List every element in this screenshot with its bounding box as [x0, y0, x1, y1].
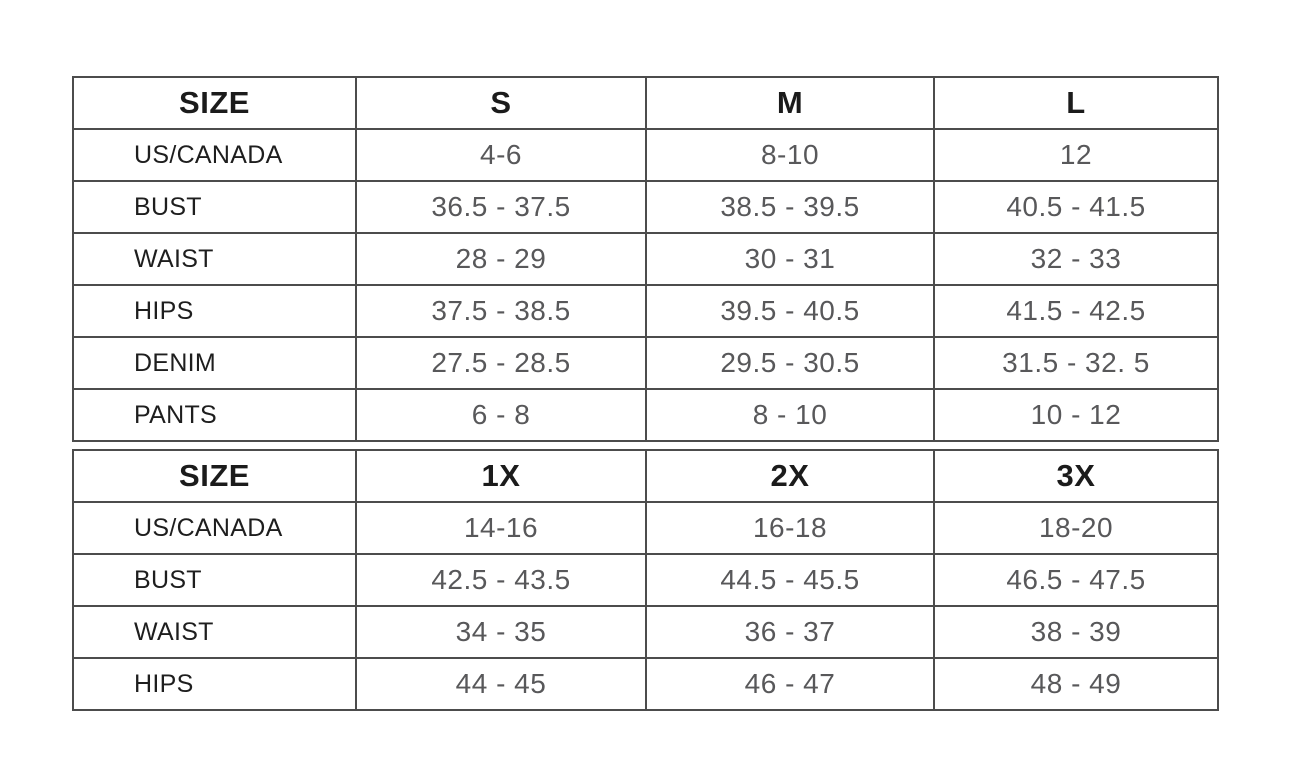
size-column-header: 3X: [934, 450, 1218, 502]
size-column-header: M: [646, 77, 934, 129]
row-label: BUST: [73, 181, 356, 233]
size-value: 10 - 12: [934, 389, 1218, 441]
table-row: [73, 554, 1218, 606]
row-label: WAIST: [73, 233, 356, 285]
size-value: 38.5 - 39.5: [646, 181, 934, 233]
table-row: [73, 337, 1218, 389]
table-row: [73, 285, 1218, 337]
row-label: DENIM: [73, 337, 356, 389]
row-label: BUST: [73, 554, 356, 606]
plus-size-table: [72, 449, 1219, 711]
table-row: [73, 129, 1218, 181]
regular-size-table: [72, 76, 1219, 442]
size-value: 42.5 - 43.5: [356, 554, 646, 606]
header-row: [73, 450, 1218, 502]
size-column-header: S: [356, 77, 646, 129]
size-value: 16-18: [646, 502, 934, 554]
size-value: 39.5 - 40.5: [646, 285, 934, 337]
table-row: [73, 389, 1218, 441]
size-value: 18-20: [934, 502, 1218, 554]
size-value: 32 - 33: [934, 233, 1218, 285]
table-row: [73, 502, 1218, 554]
size-value: 30 - 31: [646, 233, 934, 285]
size-value: 6 - 8: [356, 389, 646, 441]
size-value: 34 - 35: [356, 606, 646, 658]
row-label: HIPS: [73, 285, 356, 337]
size-value: 36 - 37: [646, 606, 934, 658]
size-column-header: 1X: [356, 450, 646, 502]
row-label: PANTS: [73, 389, 356, 441]
size-value: 28 - 29: [356, 233, 646, 285]
row-label: HIPS: [73, 658, 356, 710]
size-header-cell: SIZE: [73, 450, 356, 502]
size-value: 27.5 - 28.5: [356, 337, 646, 389]
size-value: 8 - 10: [646, 389, 934, 441]
size-value: 40.5 - 41.5: [934, 181, 1218, 233]
size-value: 29.5 - 30.5: [646, 337, 934, 389]
size-column-header: L: [934, 77, 1218, 129]
size-value: 8-10: [646, 129, 934, 181]
table-row: [73, 606, 1218, 658]
size-value: 31.5 - 32. 5: [934, 337, 1218, 389]
size-value: 48 - 49: [934, 658, 1218, 710]
size-value: 41.5 - 42.5: [934, 285, 1218, 337]
size-value: 37.5 - 38.5: [356, 285, 646, 337]
size-value: 44 - 45: [356, 658, 646, 710]
size-value: 14-16: [356, 502, 646, 554]
row-label: WAIST: [73, 606, 356, 658]
size-value: 46.5 - 47.5: [934, 554, 1218, 606]
table-row: [73, 233, 1218, 285]
size-chart: [72, 76, 1217, 711]
size-header-cell: SIZE: [73, 77, 356, 129]
size-column-header: 2X: [646, 450, 934, 502]
size-value: 46 - 47: [646, 658, 934, 710]
table-row: [73, 658, 1218, 710]
size-value: 12: [934, 129, 1218, 181]
table-row: [73, 181, 1218, 233]
row-label: US/CANADA: [73, 502, 356, 554]
row-label: US/CANADA: [73, 129, 356, 181]
size-value: 38 - 39: [934, 606, 1218, 658]
size-value: 36.5 - 37.5: [356, 181, 646, 233]
size-value: 44.5 - 45.5: [646, 554, 934, 606]
header-row: [73, 77, 1218, 129]
size-value: 4-6: [356, 129, 646, 181]
